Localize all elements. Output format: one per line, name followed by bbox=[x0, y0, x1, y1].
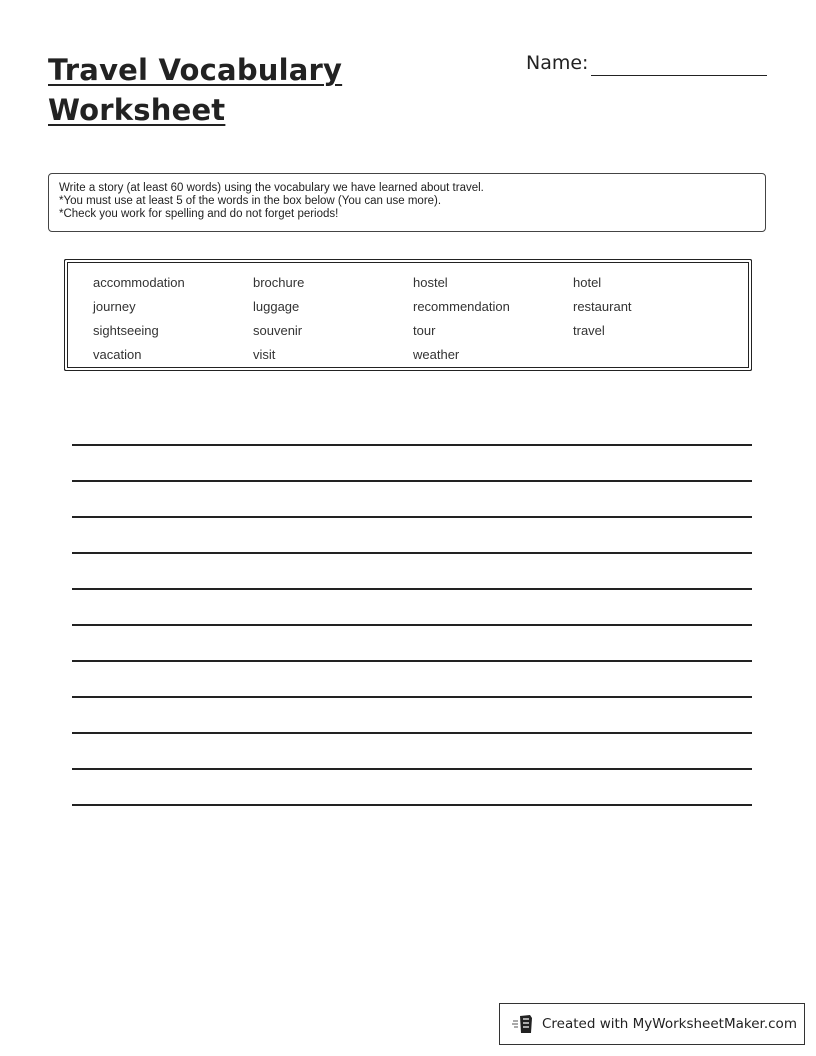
instruction-line: *You must use at least 5 of the words in the box below (You can use more). bbox=[59, 195, 442, 207]
vocabulary-word: weather bbox=[413, 347, 460, 362]
footer-credit bbox=[499, 1003, 805, 1045]
vocabulary-word: visit bbox=[253, 347, 276, 362]
writing-line[interactable] bbox=[72, 804, 752, 840]
writing-line[interactable] bbox=[72, 516, 752, 552]
writing-line[interactable] bbox=[72, 444, 752, 480]
writing-line[interactable] bbox=[72, 624, 752, 660]
vocabulary-word: hostel bbox=[413, 275, 448, 290]
name-field[interactable] bbox=[591, 75, 767, 76]
vocabulary-word: restaurant bbox=[573, 299, 632, 314]
vocabulary-word: vacation bbox=[93, 347, 142, 362]
writing-line[interactable] bbox=[72, 768, 752, 804]
writing-line[interactable] bbox=[72, 660, 752, 696]
vocabulary-grid bbox=[93, 271, 733, 367]
vocabulary-word: souvenir bbox=[253, 323, 303, 338]
instruction-line: Write a story (at least 60 words) using the vocabulary we have learned about travel. bbox=[59, 182, 484, 194]
title-line-1: Travel Vocabulary bbox=[48, 53, 343, 87]
writing-line[interactable] bbox=[72, 552, 752, 588]
instructions-box bbox=[48, 173, 766, 232]
vocabulary-word: sightseeing bbox=[93, 323, 159, 338]
vocabulary-word: luggage bbox=[253, 299, 300, 314]
worksheet-title bbox=[48, 50, 342, 130]
writing-line[interactable] bbox=[72, 588, 752, 624]
vocabulary-word: accommodation bbox=[93, 275, 185, 290]
vocabulary-word: journey bbox=[93, 299, 136, 314]
vocabulary-word: recommendation bbox=[413, 299, 510, 314]
vocabulary-box bbox=[64, 259, 752, 371]
vocabulary-word: brochure bbox=[253, 275, 305, 290]
footer-text: Created with MyWorksheetMaker.com bbox=[542, 1016, 797, 1032]
writing-lines bbox=[72, 444, 752, 840]
vocabulary-word: travel bbox=[573, 323, 605, 338]
writing-line[interactable] bbox=[72, 480, 752, 516]
worksheet-maker-logo-icon bbox=[512, 1013, 534, 1035]
writing-line[interactable] bbox=[72, 696, 752, 732]
title-line-2: Worksheet bbox=[48, 93, 226, 127]
vocabulary-word: tour bbox=[413, 323, 436, 338]
vocabulary-word: hotel bbox=[573, 275, 602, 290]
instruction-line: *Check you work for spelling and do not forget periods! bbox=[59, 208, 339, 220]
writing-line[interactable] bbox=[72, 732, 752, 768]
name-label: Name: bbox=[526, 52, 589, 74]
